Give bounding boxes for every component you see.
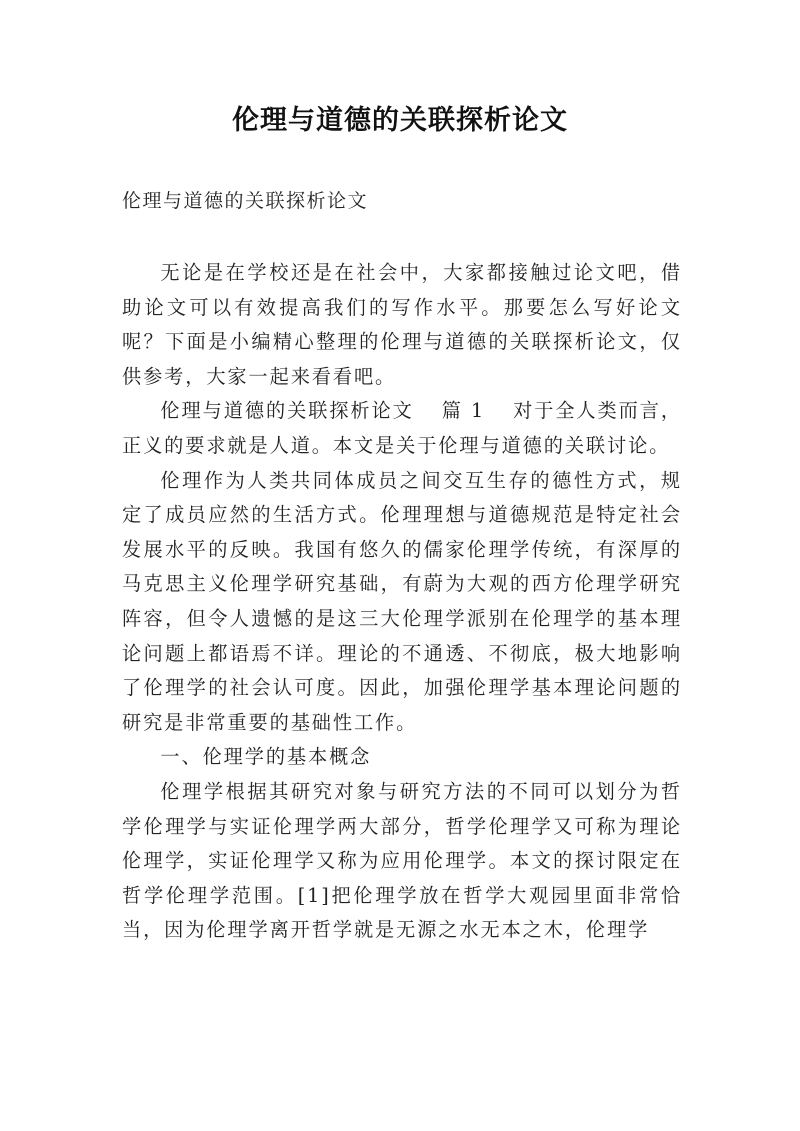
section-heading: 一、伦理学的基本概念 [160, 745, 372, 769]
intro-paragraph: 无论是在学校还是在社会中，大家都接触过论文吧，借助论文可以有效提高我们的写作水平。那要怎么写好论文呢？下面是小编精心整理的伦理与道德的关联探析论文，仅供参考，大家一起来看看吧。 [122, 261, 682, 388]
article-head-paragraph [122, 394, 682, 463]
body-paragraph: 伦理作为人类共同体成员之间交互生存的德性方式，规定了成员应然的生活方式。伦理理想与道德规范是特定社会发展水平的反映。我国有悠久的儒家伦理学传统，有深厚的马克思主义伦理学研究基础，有蔚为大观的西方伦理学研究阵容，但令人遗憾的是这三大伦理学派别在伦理学的基本理论问题上都语焉不详。理论的不通透、不彻底，极大地影响了伦理学的社会认可度。因此，加强伦理学基本理论问题的研究是非常重要的基础性工作。 [122, 468, 682, 734]
article-head-number: 篇 1 [441, 399, 486, 423]
document-subtitle: 伦理与道德的关联探析论文 [122, 190, 369, 212]
document-body [122, 256, 682, 948]
article-head-label: 伦理与道德的关联探析论文 [160, 399, 414, 423]
article-head-text: 对于全人类而言，正义的要求就是人道。本文是关于伦理与道德的关联讨论。 [122, 399, 682, 457]
body-paragraph: 伦理学根据其研究对象与研究方法的不同可以划分为哲学伦理学与实证伦理学两大部分，哲学伦理学又可称为理论伦理学，实证伦理学又称为应用伦理学。本文的探讨限定在哲学伦理学范围。[1]把伦理学放在哲学大观园里面非常恰当，因为伦理学离开哲学就是无源之水无本之木，伦理学 [122, 779, 682, 942]
document-title: 伦理与道德的关联探析论文 [232, 105, 568, 136]
